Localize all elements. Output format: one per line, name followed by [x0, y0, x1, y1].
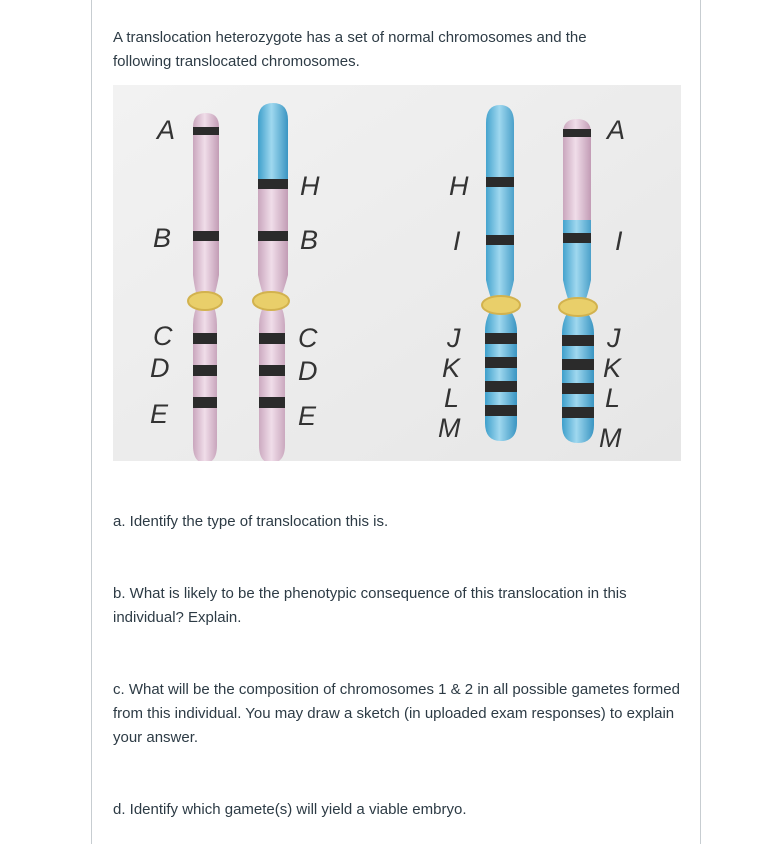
label-chrom3-j: J [447, 323, 461, 353]
label-chrom3-i: I [453, 226, 461, 256]
label-chrom2-e: E [298, 401, 317, 431]
label-chrom3-m: M [438, 413, 461, 443]
label-chrom1-a: A [157, 115, 176, 145]
question-part-b: b. What is likely to be the phenotypic consequence of this translocation in this individual? Explain. [113, 585, 627, 626]
label-chrom2-b: B [300, 225, 319, 255]
label-chrom2-h: H [300, 171, 320, 201]
chromosome-diagram [113, 85, 681, 461]
label-chrom1-e: E [150, 399, 169, 429]
label-chrom4-k: K [603, 353, 622, 383]
label-chrom3-k: K [442, 353, 461, 383]
label-chrom2-c: C [298, 323, 318, 353]
label-chrom4-i: I [615, 226, 623, 256]
question-part-a: a. Identify the type of translocation this is. [113, 513, 389, 530]
label-chrom1-b: B [153, 223, 172, 253]
label-chrom1-c: C [153, 321, 173, 351]
label-chrom4-m: M [599, 423, 622, 453]
label-chrom3-l: L [444, 383, 460, 413]
question-part-d: d. Identify which gamete(s) will yield a viable embryo. [113, 801, 467, 818]
label-chrom1-d: D [150, 353, 170, 383]
question-intro: A translocation heterozygote has a set of normal chromosomes and the following translocated chromosomes. [113, 29, 587, 70]
label-chrom4-j: J [607, 323, 621, 353]
label-chrom2-d: D [298, 356, 318, 386]
label-chrom4-a: A [607, 115, 626, 145]
label-chrom3-h: H [449, 171, 469, 201]
label-chrom4-l: L [605, 383, 621, 413]
question-part-c: c. What will be the composition of chromosomes 1 & 2 in all possible gametes formed from this individual. You may draw a sketch (in uploaded exam responses) to explain your answer. [113, 681, 680, 746]
chromosome-figure [113, 85, 681, 461]
